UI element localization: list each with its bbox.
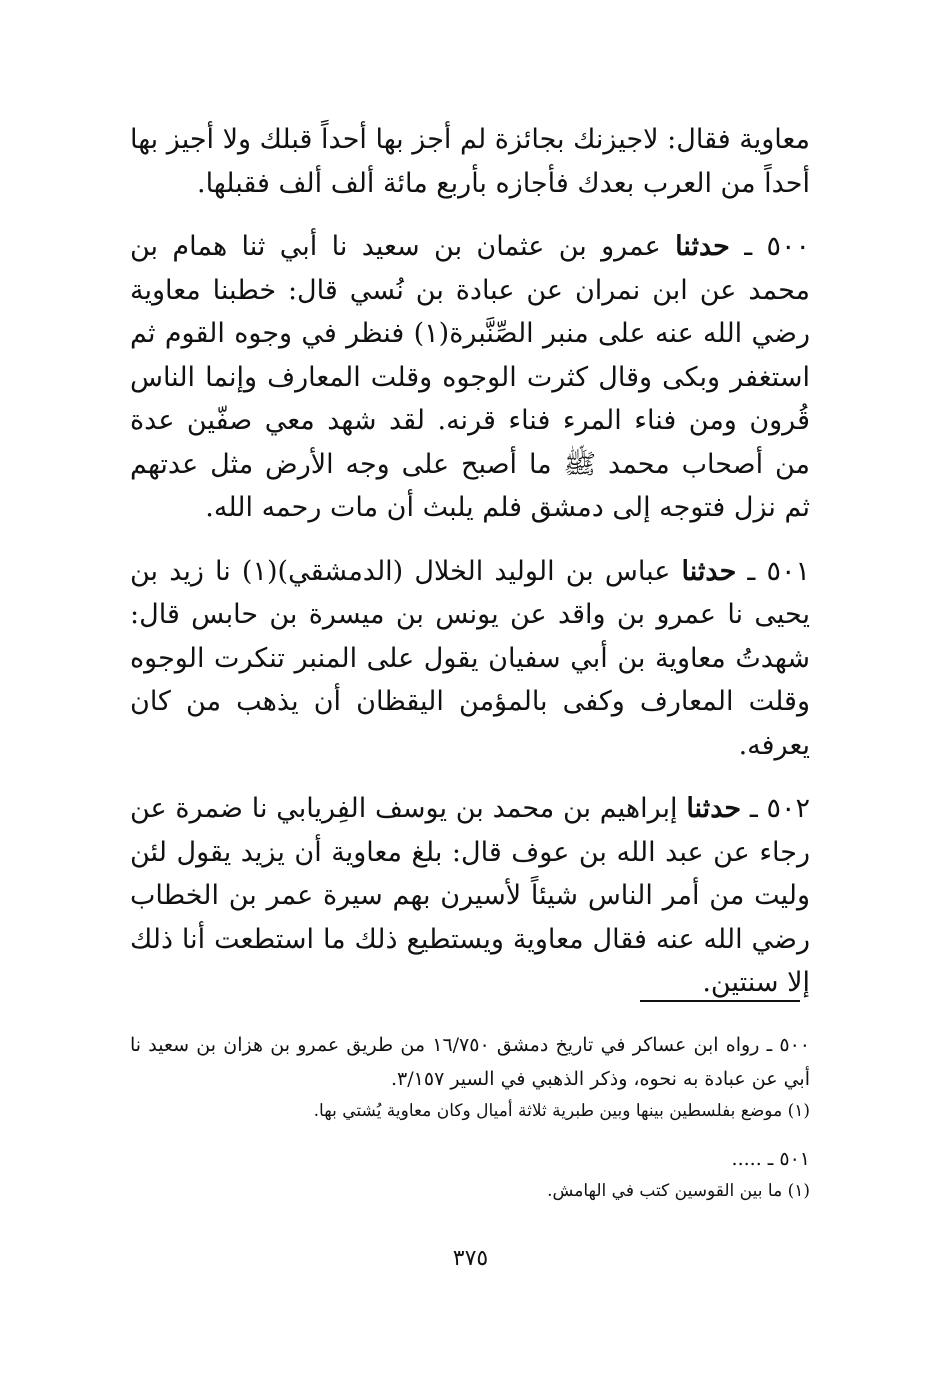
hadith-number: ٥٠٠ ـ xyxy=(744,231,810,262)
main-text xyxy=(130,118,810,1025)
hadith-text: عمرو بن عثمان بن سعيد نا أبي ثنا همام بن محمد عن ابن نمران عن عبادة بن نُسي قال: خطبنا معاوية رضي الله عنه على منبر الصِّنَّبرة(١) فنظر في وجوه القوم ثم استغفر وبكى وقال كثرت الوجوه وقلت المعارف وإنما الناس قُرون ومن فناء المرء فناء قرنه. لقد شهد معي صفّين عدة من أصحاب محمد ﷺ ما أصبح على وجه الأرض مثل عدتهم ثم نزل فتوجه إلى دمشق فلم يلبث أن مات رحمه الله. xyxy=(130,231,810,523)
hadith-500 xyxy=(130,225,810,530)
paragraph-text: معاوية فقال: لاجيزنك بجائزة لم أجز بها أحداً قبلك ولا أجيز بها أحداً من العرب بعدك فأجازه بأربع مائة ألف ألف فقبلها. xyxy=(130,124,810,199)
page-number: ٣٧٥ xyxy=(452,1246,489,1271)
hadith-502 xyxy=(130,787,810,1005)
hadith-number: ٥٠٢ ـ xyxy=(749,793,810,824)
hadith-text: إبراهيم بن محمد بن يوسف الفِريابي نا ضمرة عن رجاء عن عبد الله بن عوف قال: بلغ معاوية أن يزيد يقول لئن وليت من أمر الناس شيئاً لأسيرن بهم سيرة عمر بن الخطاب رضي الله عنه فقال معاوية ويستطيع ذلك ما استطعت أنا ذلك إلا سنتين. xyxy=(130,793,810,998)
footnote-501: ٥٠١ ـ ..... xyxy=(731,1148,810,1170)
footnote-500-1: (١) موضع بفلسطين بينها وبين طبرية ثلاثة أميال وكان معاوية يُشتي بها. xyxy=(313,1101,810,1121)
hadith-text: عباس بن الوليد الخلال (الدمشقي)(١) نا زيد بن يحيى نا عمرو بن واقد عن يونس بن ميسرة بن حابس قال: شهدتُ معاوية بن أبي سفيان يقول على المنبر تنكرت الوجوه وقلت المعارف وكفى بالمؤمن اليقظان أن يذهب من كان يعرفه. xyxy=(130,555,810,761)
footnotes xyxy=(130,1028,810,1206)
hadith-keyword: حدثنا xyxy=(681,555,737,587)
paragraph-continuation xyxy=(130,118,810,205)
hadith-501 xyxy=(130,550,810,768)
hadith-keyword: حدثنا xyxy=(675,231,730,262)
hadith-keyword: حدثنا xyxy=(686,793,742,824)
footnote-500: ٥٠٠ ـ رواه ابن عساكر في تاريخ دمشق ١٦/٧٥٠ من طريق عمرو بن هزان بن سعيد نا أبي عن عبادة به نحوه، وذكر الذهبي في السير ٣/١٥٧. xyxy=(130,1034,810,1090)
footnote-separator xyxy=(640,1000,800,1002)
hadith-number: ٥٠١ ـ xyxy=(747,555,810,587)
footnote-501-1: (١) ما بين القوسين كتب في الهامش. xyxy=(547,1181,810,1201)
